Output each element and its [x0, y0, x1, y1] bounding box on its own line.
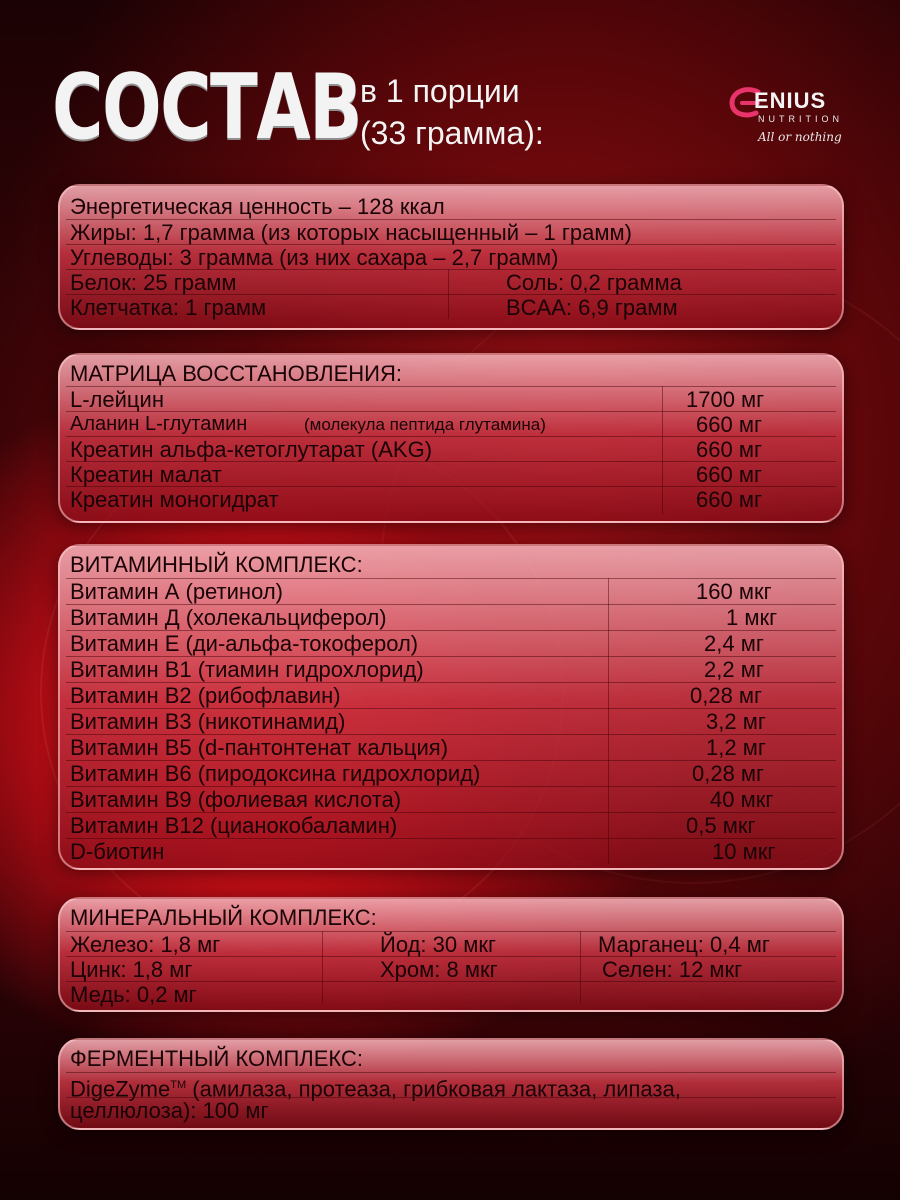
ingredient-name: Креатин моногидрат	[70, 487, 279, 512]
mineral-value: Йод: 30 мкг	[380, 932, 496, 957]
vitamin-row	[66, 838, 836, 864]
vitamin-amount: 10 мкг	[712, 839, 776, 864]
enzyme-complex-panel	[58, 1038, 844, 1130]
salt-value: Соль: 0,2 грамма	[506, 270, 682, 295]
vitamin-name: Витамин В3 (никотинамид)	[70, 709, 346, 734]
logo-brand: ENIUS	[754, 88, 827, 113]
mineral-complex-panel	[58, 897, 844, 1012]
enzyme-amount: целлюлоза): 100 мг	[70, 1098, 269, 1123]
vitamin-row	[66, 656, 836, 682]
vitamin-amount: 1,2 мг	[706, 735, 766, 760]
recovery-heading-row	[66, 361, 836, 386]
vitamin-heading: ВИТАМИННЫЙ КОМПЛЕКС:	[70, 552, 363, 577]
mineral-row	[66, 931, 836, 957]
nutrition-facts-panel	[58, 184, 844, 330]
logo-nutrition: NUTRITION	[758, 114, 843, 124]
vitamin-name: Витамин В2 (рибофлавин)	[70, 683, 341, 708]
column-divider	[448, 269, 449, 319]
vitamin-row	[66, 786, 836, 812]
logo-tagline: All or nothing	[758, 130, 842, 144]
vitamin-amount: 160 мкг	[696, 579, 772, 604]
protein-salt-row	[66, 269, 836, 295]
ingredient-name: L-лейцин	[70, 387, 164, 412]
vitamin-row	[66, 578, 836, 604]
subtitle-line: (33 грамма):	[360, 115, 544, 151]
enzyme-heading-row	[66, 1046, 836, 1071]
vitamin-row	[66, 812, 836, 838]
column-divider	[608, 578, 609, 864]
recovery-row	[66, 386, 836, 412]
vitamin-name: Витамин В9 (фолиевая кислота)	[70, 787, 402, 812]
fats-row	[66, 219, 836, 245]
enzyme-brand: DigeZyme	[70, 1076, 171, 1102]
mineral-heading-row	[66, 905, 836, 930]
vitamin-name: Витамин В1 (тиамин гидрохлорид)	[70, 657, 424, 682]
vitamin-name: Витамин А (ретинол)	[70, 579, 283, 604]
mineral-value: Селен: 12 мкг	[602, 957, 743, 982]
enzyme-row	[66, 1097, 836, 1123]
vitamin-amount: 2,4 мг	[704, 631, 764, 656]
mineral-value: Хром: 8 мкг	[380, 957, 498, 982]
vitamin-row	[66, 708, 836, 734]
vitamin-name: D-биотин	[70, 839, 165, 864]
vitamin-name: Витамин Д (холекальциферол)	[70, 605, 387, 630]
energy-row	[66, 194, 836, 219]
vitamin-amount: 0,28 мг	[690, 683, 763, 708]
recovery-matrix-panel	[58, 353, 844, 523]
column-divider	[662, 386, 663, 514]
recovery-heading: МАТРИЦА ВОССТАНОВЛЕНИЯ:	[70, 361, 402, 386]
mineral-heading: МИНЕРАЛЬНЫЙ КОМПЛЕКС:	[70, 905, 377, 930]
carbs-value: Углеводы: 3 грамма (из них сахара – 2,7 грамм)	[70, 245, 559, 270]
genius-logo	[728, 86, 878, 166]
recovery-row	[66, 486, 836, 512]
page-title: СОСТАВ	[52, 55, 362, 160]
mineral-value: Железо: 1,8 мг	[70, 932, 221, 957]
vitamin-row	[66, 604, 836, 630]
vitamin-heading-row	[66, 552, 836, 577]
vitamin-row	[66, 630, 836, 656]
subtitle-line: в 1 порции	[360, 73, 520, 109]
bcaa-value: BCAA: 6,9 грамм	[506, 295, 678, 320]
ingredient-amount: 660 мг	[696, 437, 762, 462]
vitamin-amount: 0,28 мг	[692, 761, 765, 786]
recovery-row	[66, 461, 836, 487]
vitamin-name: Витамин Е (ди-альфа-токоферол)	[70, 631, 419, 656]
fiber-bcaa-row	[66, 294, 836, 320]
energy-value: Энергетическая ценность – 128 ккал	[70, 194, 445, 219]
column-divider	[322, 931, 323, 1003]
vitamin-name: Витамин В6 (пиродоксина гидрохлорид)	[70, 761, 481, 786]
enzyme-list: (амилаза, протеаза, грибковая лактаза, липаза,	[186, 1076, 681, 1102]
ingredient-name: Креатин альфа-кетоглутарат (AKG)	[70, 437, 433, 462]
enzyme-line	[70, 1073, 681, 1102]
ingredient-name: Креатин малат	[70, 462, 222, 487]
ingredient-note: (молекула пептида глутамина)	[304, 415, 546, 434]
column-divider	[580, 931, 581, 1003]
ingredient-amount: 1700 мг	[686, 387, 765, 412]
mineral-value: Медь: 0,2 мг	[70, 982, 197, 1007]
fiber-value: Клетчатка: 1 грамм	[70, 295, 267, 320]
serving-subtitle	[360, 70, 544, 154]
fats-value: Жиры: 1,7 грамма (из которых насыщенный – 1 грамм)	[70, 220, 632, 245]
trademark-mark: TM	[170, 1079, 187, 1091]
vitamin-amount: 1 мкг	[726, 605, 778, 630]
vitamin-row	[66, 760, 836, 786]
vitamin-name: Витамин В5 (d-пантонтенат кальция)	[70, 735, 449, 760]
enzyme-row	[66, 1072, 836, 1102]
protein-value: Белок: 25 грамм	[70, 270, 237, 295]
mineral-row	[66, 956, 836, 982]
vitamin-row	[66, 682, 836, 708]
carbs-row	[66, 244, 836, 270]
vitamin-amount: 40 мкг	[710, 787, 774, 812]
recovery-row	[66, 436, 836, 462]
vitamin-amount: 3,2 мг	[706, 709, 766, 734]
ingredient-amount: 660 мг	[696, 462, 762, 487]
vitamin-name: Витамин В12 (цианокобаламин)	[70, 813, 398, 838]
ingredient-amount: 660 мг	[696, 487, 762, 512]
vitamin-row	[66, 734, 836, 760]
ingredient-amount: 660 мг	[696, 412, 762, 437]
mineral-value: Марганец: 0,4 мг	[598, 932, 770, 957]
recovery-row	[66, 411, 836, 437]
mineral-row	[66, 981, 836, 1007]
ingredient-name: Аланин L-глутамин	[70, 413, 248, 435]
vitamin-amount: 2,2 мг	[704, 657, 764, 682]
vitamin-complex-panel	[58, 544, 844, 870]
vitamin-amount: 0,5 мкг	[686, 813, 756, 838]
mineral-value: Цинк: 1,8 мг	[70, 957, 193, 982]
enzyme-heading: ФЕРМЕНТНЫЙ КОМПЛЕКС:	[70, 1046, 363, 1071]
